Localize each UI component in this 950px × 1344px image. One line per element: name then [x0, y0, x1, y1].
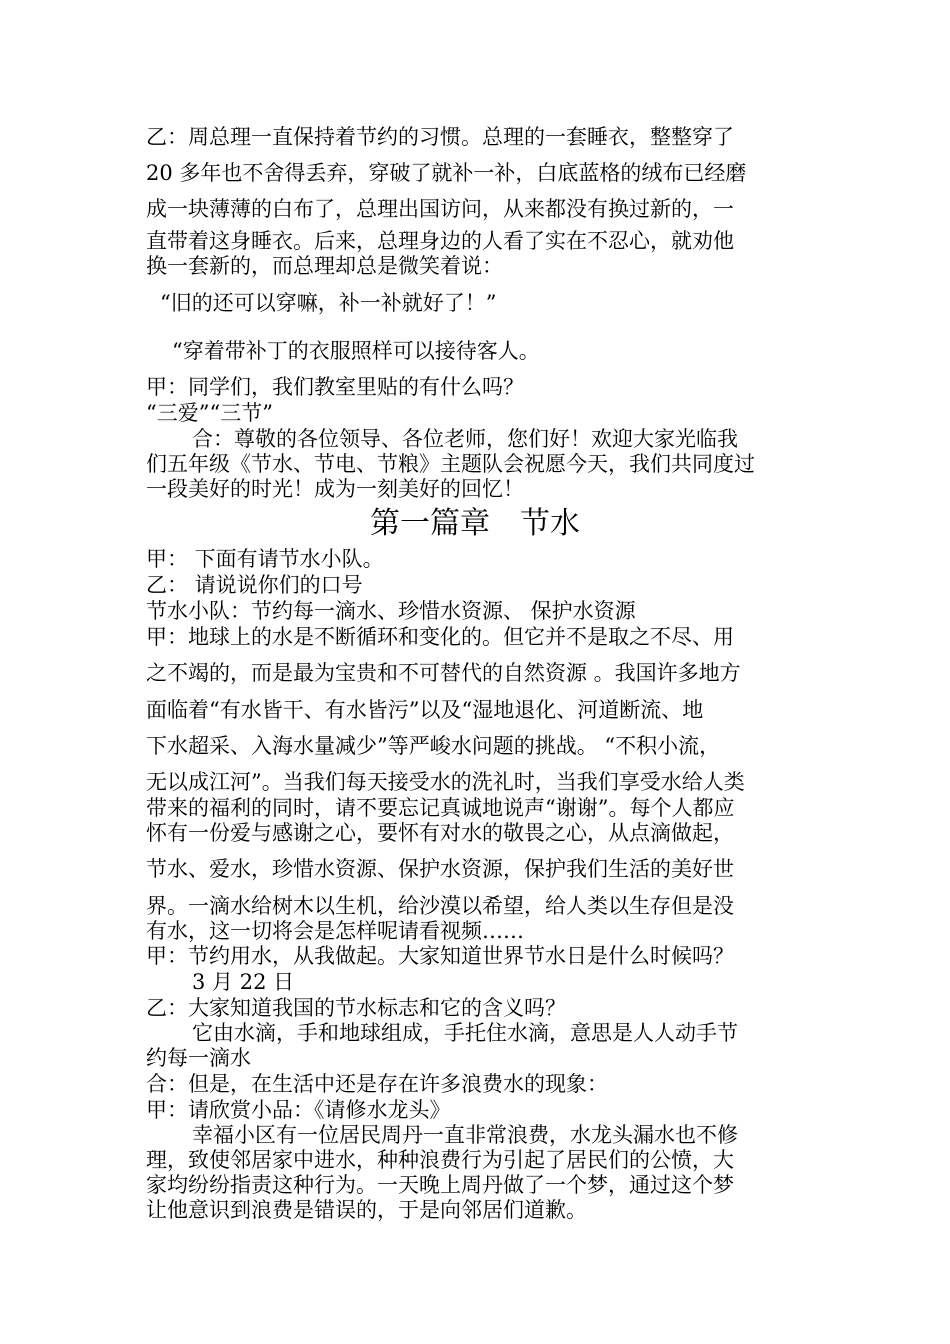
dialogue-line: 节水小队：节约每一滴水、珍惜水资源、 保护水资源 — [146, 599, 636, 623]
paragraph-line: 节水、爱水，珍惜水资源、保护水资源，保护我们生活的美好世 — [146, 857, 734, 881]
paragraph-line: 带来的福利的同时，请不要忘记真诚地说声“谢谢”。每个人都应 — [146, 796, 735, 820]
quote-line: “穿着带补丁的衣服照样可以接待客人。 — [172, 339, 540, 363]
dialogue-line: “三爱”“三节” — [146, 401, 273, 425]
paragraph-line: 有水，这一切将会是怎样呢请看视频…… — [146, 919, 524, 943]
paragraph-line: 面临着“有水皆干、有水皆污”以及“湿地退化、河道断流、地 — [146, 698, 704, 722]
paragraph-line: 家均纷纷指责这种行为。一天晚上周丹做了一个梦，通过这个梦 — [146, 1173, 734, 1197]
paragraph-line: 让他意识到浪费是错误的，于是向邻居们道歉。 — [146, 1198, 587, 1222]
paragraph-line: 合：尊敬的各位领导、各位老师，您们好！欢迎大家光临我 — [192, 427, 738, 451]
paragraph-line: 无以成江河”。当我们每天接受水的洗礼时，当我们享受水给人类 — [146, 770, 745, 794]
paragraph-line: 界。一滴水给树木以生机，给沙漠以希望，给人类以生存但是没 — [146, 894, 734, 918]
paragraph-line: 下水超采、入海水量减少”等严峻水问题的挑战。 “不积小流， — [146, 734, 721, 758]
paragraph-line: 之不竭的，而是最为宝贵和不可替代的自然资源 。我国许多地方 — [146, 661, 741, 685]
paragraph-line: 甲：地球上的水是不断循环和变化的。但它并不是取之不尽、用 — [146, 625, 734, 649]
paragraph-line: 理，致使邻居家中进水，种种浪费行为引起了居民们的公愤，大 — [146, 1148, 734, 1172]
paragraph-line: 20 多年也不舍得丢弃，穿破了就补一补，白底蓝格的绒布已经磨 — [146, 161, 747, 185]
paragraph-line: 它由水滴，手和地球组成，手托住水滴，意思是人人动手节 — [192, 1021, 738, 1045]
paragraph-line: 直带着这身睡衣。后来，总理身边的人看了实在不忍心，就劝他 — [146, 229, 734, 253]
paragraph-line: 怀有一份爱与感谢之心，要怀有对水的敬畏之心，从点滴做起， — [146, 821, 734, 845]
paragraph-line: 一段美好的时光！成为一刻美好的回忆！ — [146, 477, 524, 501]
paragraph-line: 乙：周总理一直保持着节约的习惯。总理的一套睡衣，整整穿了 — [146, 125, 734, 149]
paragraph-line: 成一块薄薄的白布了，总理出国访问，从来都没有换过新的，一 — [146, 197, 734, 221]
answer-line: 3 月 22 日 — [192, 970, 295, 994]
paragraph-line: 换一套新的，而总理却总是微笑着说： — [146, 254, 503, 278]
dialogue-line: 乙： 请说说你们的口号 — [146, 573, 363, 597]
chapter-title: 第一篇章 节水 — [370, 506, 580, 541]
dialogue-line: 甲：请欣赏小品：《请修水龙头》 — [146, 1098, 451, 1122]
paragraph-line: 们五年级《节水、节电、节粮》主题队会祝愿今天，我们共同度过 — [146, 452, 755, 476]
paragraph-line: 幸福小区有一位居民周丹一直非常浪费，水龙头漏水也不修 — [192, 1123, 738, 1147]
dialogue-line: 甲：节约用水，从我做起。大家知道世界节水日是什么时候吗？ — [146, 944, 734, 968]
dialogue-line: 甲：同学们，我们教室里贴的有什么吗？ — [146, 375, 524, 399]
dialogue-line: 甲： 下面有请节水小队。 — [146, 547, 384, 571]
paragraph-line: 约每一滴水 — [146, 1046, 251, 1070]
quote-line: “旧的还可以穿嘛，补一补就好了！” — [160, 291, 497, 315]
dialogue-line: 合：但是，在生活中还是存在许多浪费水的现象： — [146, 1072, 608, 1096]
dialogue-line: 乙：大家知道我国的节水标志和它的含义吗？ — [146, 996, 566, 1020]
